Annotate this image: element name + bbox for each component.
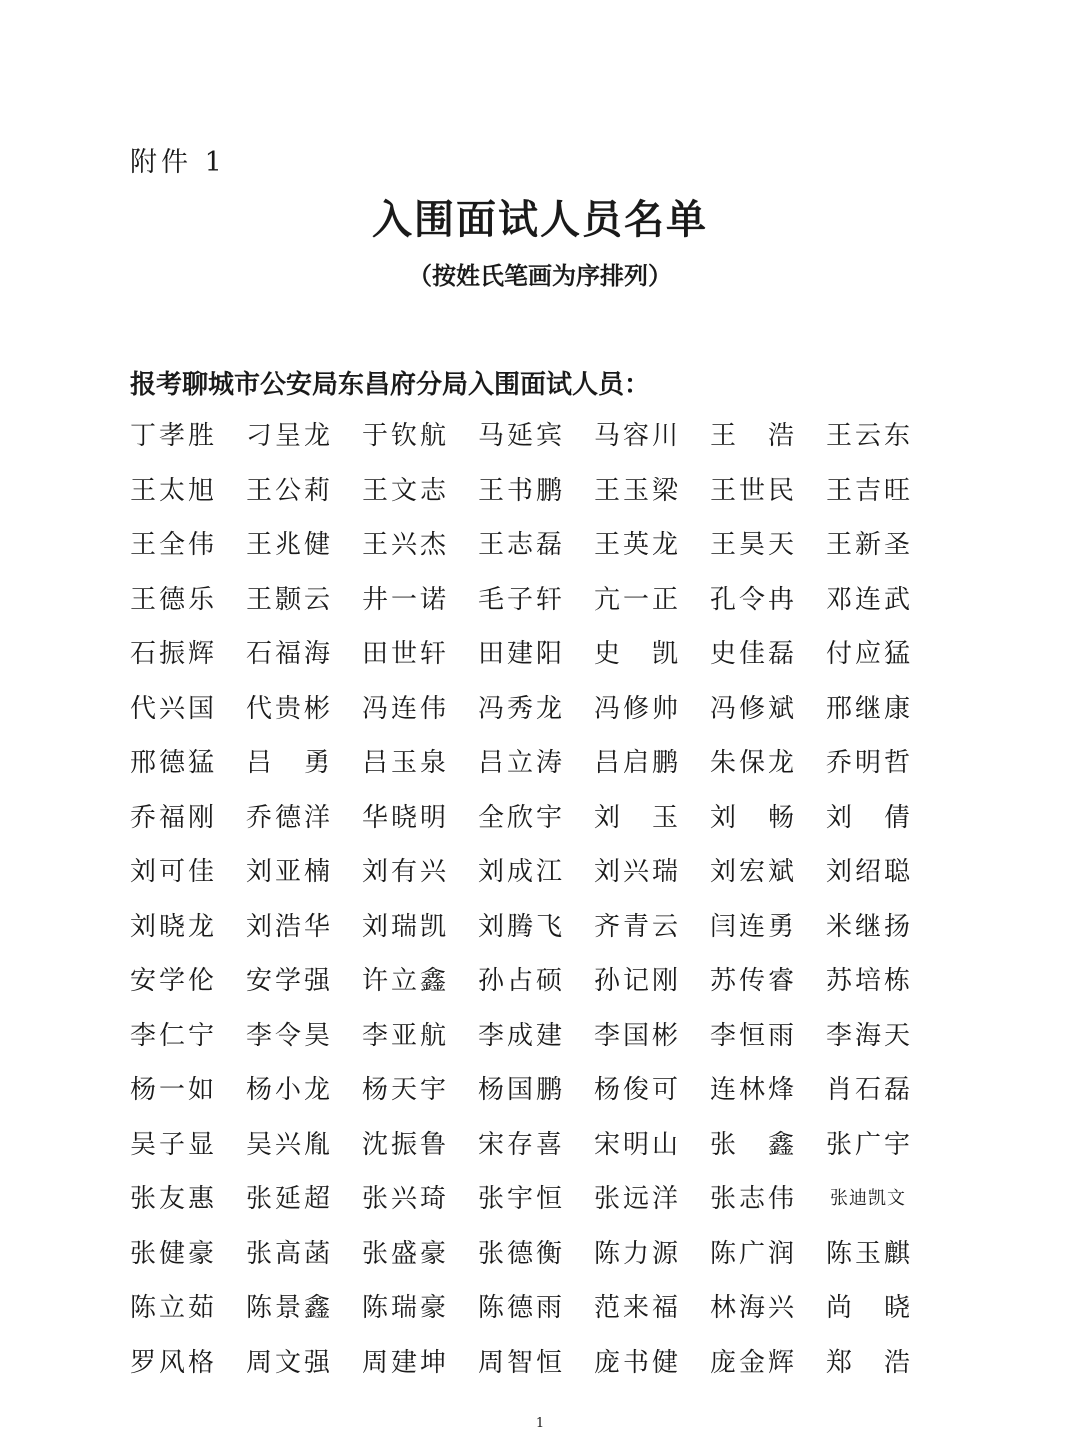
name-entry: 王 云 东 — [826, 421, 910, 451]
name-entry: 冯 修 帅 — [594, 693, 678, 724]
name-entry: 乔 明 哲 — [826, 748, 910, 778]
name-entry: 代 兴 国 — [130, 693, 214, 724]
attachment-label: 附件 1 — [130, 147, 226, 178]
name-entry: 王 颢 云 — [246, 584, 330, 615]
name-entry: 罗 风 格 — [130, 1347, 214, 1378]
name-entry: 华 晓 明 — [362, 802, 446, 833]
name-entry: 李 国 彬 — [594, 1020, 678, 1051]
name-entry: 李 海 天 — [826, 1020, 910, 1051]
name-entry: 王 全 伟 — [130, 530, 214, 560]
name-entry: 张 志 伟 — [710, 1184, 794, 1214]
name-entry: 李 成 建 — [478, 1020, 562, 1051]
name-entry: 吕 立 涛 — [478, 748, 562, 778]
name-entry: 吕 玉 泉 — [362, 748, 446, 778]
name-entry: 亢 一 正 — [594, 584, 678, 615]
name-entry: 杨 俊 可 — [594, 1075, 678, 1105]
name-entry: 连 林 烽 — [710, 1075, 794, 1105]
name-entry: 刘 瑞 凯 — [362, 911, 446, 942]
name-entry: 朱 保 龙 — [710, 748, 794, 778]
name-list — [130, 416, 942, 1397]
name-entry: 付 应 猛 — [826, 639, 910, 669]
section-heading: 报考聊城市公安局东昌府分局入围面试人员： — [130, 370, 651, 400]
name-entry: 陈 景 鑫 — [246, 1293, 330, 1323]
name-entry: 史 凯 — [594, 639, 678, 669]
document-title: 入围面试人员名单 — [372, 197, 708, 243]
name-entry: 王 太 旭 — [130, 475, 214, 506]
name-entry: 王 公 莉 — [246, 475, 330, 506]
name-entry: 孙 记 刚 — [594, 966, 678, 996]
name-entry: 杨 一 如 — [130, 1075, 214, 1105]
document-subtitle: （按姓氏笔画为序排列） — [408, 262, 672, 290]
name-entry: 张 兴 琦 — [362, 1184, 446, 1214]
name-entry: 张 健 豪 — [130, 1238, 214, 1269]
name-entry: 张 广 宇 — [826, 1129, 910, 1160]
name-entry: 井 一 诺 — [362, 584, 446, 615]
name-entry: 周 建 坤 — [362, 1347, 446, 1378]
name-entry: 李 仁 宁 — [130, 1020, 214, 1051]
name-entry: 吴 子 显 — [130, 1129, 214, 1160]
name-entry: 刘 畅 — [710, 802, 794, 833]
name-entry: 刘 玉 — [594, 802, 678, 833]
name-entry: 王 玉 梁 — [594, 475, 678, 506]
name-entry: 冯 修 斌 — [710, 693, 794, 724]
name-entry: 王 兴 杰 — [362, 530, 446, 560]
name-entry: 冯 连 伟 — [362, 693, 446, 724]
name-entry: 王 世 民 — [710, 475, 794, 506]
name-entry: 马 容 川 — [594, 421, 678, 451]
name-entry: 范 来 福 — [594, 1293, 678, 1323]
name-entry: 吴 兴 胤 — [246, 1129, 330, 1160]
name-entry: 李 恒 雨 — [710, 1020, 794, 1051]
name-entry: 陈 瑞 豪 — [362, 1293, 446, 1323]
name-entry: 王 昊 天 — [710, 530, 794, 560]
name-entry: 陈 广 润 — [710, 1238, 794, 1269]
name-entry: 孙 占 硕 — [478, 966, 562, 996]
name-entry: 冯 秀 龙 — [478, 693, 562, 724]
name-entry: 王 吉 旺 — [826, 475, 910, 506]
name-entry: 苏 传 睿 — [710, 966, 794, 996]
name-entry: 刘 有 兴 — [362, 857, 446, 887]
name-entry: 宋 明 山 — [594, 1129, 678, 1160]
name-entry: 刘 宏 斌 — [710, 857, 794, 887]
name-entry: 陈 力 源 — [594, 1238, 678, 1269]
name-entry: 田 世 轩 — [362, 639, 446, 669]
name-entry: 陈 立 茹 — [130, 1293, 214, 1323]
name-entry: 马 延 宾 — [478, 421, 562, 451]
name-entry: 孔 令 冉 — [710, 584, 794, 615]
name-entry: 邢 德 猛 — [130, 748, 214, 778]
name-entry: 杨 天 宇 — [362, 1075, 446, 1105]
name-entry: 米 继 扬 — [826, 911, 910, 942]
name-entry: 刘 可 佳 — [130, 857, 214, 887]
name-entry: 代 贵 彬 — [246, 693, 330, 724]
name-entry: 田 建 阳 — [478, 639, 562, 669]
name-entry: 邢 继 康 — [826, 693, 910, 724]
name-entry: 王 英 龙 — [594, 530, 678, 560]
page-number: 1 — [535, 1416, 545, 1431]
name-entry: 张 盛 豪 — [362, 1238, 446, 1269]
name-entry: 刘 成 江 — [478, 857, 562, 887]
name-entry: 张 宇 恒 — [478, 1184, 562, 1214]
name-entry: 闫 连 勇 — [710, 911, 794, 942]
name-entry: 王 志 磊 — [478, 530, 562, 560]
name-entry: 王 德 乐 — [130, 584, 214, 615]
name-entry: 刘 兴 瑞 — [594, 857, 678, 887]
name-entry: 苏 培 栋 — [826, 966, 910, 996]
name-entry: 张 鑫 — [710, 1129, 794, 1160]
name-entry: 张迪凯文 — [830, 1188, 906, 1209]
name-entry: 宋 存 喜 — [478, 1129, 562, 1160]
name-entry: 吕 勇 — [246, 748, 330, 778]
name-entry: 安 学 强 — [246, 966, 330, 996]
name-entry: 沈 振 鲁 — [362, 1129, 446, 1160]
name-entry: 丁 孝 胜 — [130, 421, 214, 451]
name-entry: 王 兆 健 — [246, 530, 330, 560]
name-entry: 王 书 鹏 — [478, 475, 562, 506]
name-entry: 周 文 强 — [246, 1347, 330, 1378]
name-entry: 刘 绍 聪 — [826, 857, 910, 887]
name-entry: 刘 腾 飞 — [478, 911, 562, 942]
name-entry: 陈 德 雨 — [478, 1293, 562, 1323]
name-entry: 石 福 海 — [246, 639, 330, 669]
name-entry: 王 浩 — [710, 421, 794, 451]
name-entry: 林 海 兴 — [710, 1293, 794, 1323]
name-entry: 于 钦 航 — [362, 421, 446, 451]
name-entry: 杨 小 龙 — [246, 1075, 330, 1105]
name-entry: 齐 青 云 — [594, 911, 678, 942]
name-entry: 许 立 鑫 — [362, 966, 446, 996]
name-entry: 张 延 超 — [246, 1184, 330, 1214]
name-entry: 吕 启 鹏 — [594, 748, 678, 778]
name-entry: 史 佳 磊 — [710, 639, 794, 669]
name-entry: 张 高 菡 — [246, 1238, 330, 1269]
name-entry: 李 亚 航 — [362, 1020, 446, 1051]
name-entry: 张 友 惠 — [130, 1184, 214, 1214]
name-entry: 王 新 圣 — [826, 530, 910, 560]
name-entry: 石 振 辉 — [130, 639, 214, 669]
name-entry: 刘 浩 华 — [246, 911, 330, 942]
name-entry: 邓 连 武 — [826, 584, 910, 615]
name-entry: 刘 倩 — [826, 802, 910, 833]
name-entry: 刁 呈 龙 — [246, 421, 330, 451]
name-entry: 杨 国 鹏 — [478, 1075, 562, 1105]
name-entry: 刘 亚 楠 — [246, 857, 330, 887]
name-entry: 王 文 志 — [362, 475, 446, 506]
name-entry: 庞 书 健 — [594, 1347, 678, 1378]
name-entry: 安 学 伦 — [130, 966, 214, 996]
name-entry: 张 远 洋 — [594, 1184, 678, 1214]
name-entry: 李 令 昊 — [246, 1020, 330, 1051]
name-entry: 刘 晓 龙 — [130, 911, 214, 942]
name-entry: 尚 晓 — [826, 1293, 910, 1323]
name-entry: 毛 子 轩 — [478, 584, 562, 615]
name-entry: 张 德 衡 — [478, 1238, 562, 1269]
name-entry: 肖 石 磊 — [826, 1075, 910, 1105]
name-entry: 乔 德 洋 — [246, 802, 330, 833]
name-entry: 郑 浩 — [826, 1347, 910, 1378]
name-entry: 全 欣 宇 — [478, 802, 562, 833]
name-entry: 乔 福 刚 — [130, 802, 214, 833]
name-entry: 庞 金 辉 — [710, 1347, 794, 1378]
name-entry: 陈 玉 麒 — [826, 1238, 910, 1269]
name-entry: 周 智 恒 — [478, 1347, 562, 1378]
